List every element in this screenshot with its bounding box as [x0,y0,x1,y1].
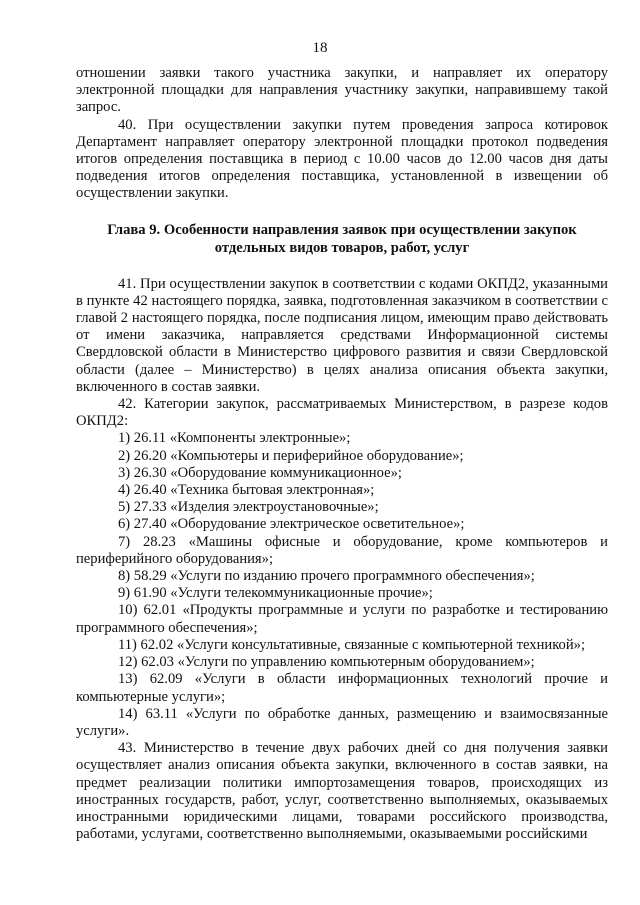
chapter-heading-line-2: отдельных видов товаров, работ, услуг [214,239,470,256]
paragraph-41: 41. При осуществлении закупок в соответствии с кодами ОКПД2, указанными в пункте 42 настоящего порядка, заявка, подготовленная заказчиком в соответствии с главой 2 настоящего порядка, после подписания лицом, имеющим право действовать от имени заказчика, направляется средствами Информационной системы Свердловской области в Министерство цифрового развития и связи Свердловской области (далее – Министерство) в целях анализа описания объекта закупки, включенного в состав заявки. [76,275,608,395]
paragraph-40: 40. При осуществлении закупки путем проведения запроса котировок Департамент направляет оператору электронной площадки протокол подведения итогов определения поставщика в период с 10.00 часов до 12.00 часов дня даты подведения итогов определения поставщика, установленной в извещении об осуществлении закупки. [76,116,608,202]
list-item: 11) 62.02 «Услуги консультативные, связанные с компьютерной техникой»; [118,636,586,653]
list-item: 9) 61.90 «Услуги телекоммуникационные прочие»; [118,585,433,602]
list-item: 8) 58.29 «Услуги по изданию прочего программного обеспечения»; [118,568,535,585]
list-item: 2) 26.20 «Компьютеры и периферийное оборудование»; [118,447,464,464]
chapter-heading [76,221,608,257]
list-item: 12) 62.03 «Услуги по управлению компьютерным оборудованием»; [118,654,535,671]
paragraph-42: 42. Категории закупок, рассматриваемых Министерством, в разрезе кодов ОКПД2: [76,396,608,430]
paragraph-43: 43. Министерство в течение двух рабочих дней со дня получения заявки осуществляет анализ описания объекта закупки, включенного в состав заявки, на предмет реализации политики импортозамещения товаров, происходящих из иностранных государств, работ, услуг, соответственно выполняемых, оказываемых иностранными юридическими лицами, товарами российского производства, работами, услугами, соответственно выполняемыми, оказываемыми российскими [76,740,608,843]
list-item: 1) 26.11 «Компоненты электронные»; [118,430,351,447]
page-number: 18 [312,40,328,56]
list-item: 10) 62.01 «Продукты программные и услуги по разработке и тестированию программного обеспечения»; [76,602,608,636]
document-body [76,65,608,843]
list-item: 7) 28.23 «Машины офисные и оборудование, кроме компьютеров и периферийного оборудования»; [76,533,608,567]
list-item: 3) 26.30 «Оборудование коммуникационное»; [118,464,402,481]
list-item: 6) 27.40 «Оборудование электрическое осветительное»; [118,516,465,533]
list-item: 14) 63.11 «Услуги по обработке данных, размещению и взаимосвязанные услуги». [76,705,608,739]
okpd-list [76,430,608,740]
continuation-paragraph: отношении заявки такого участника закупки, и направляет их оператору электронной площадки для направления участнику закупки, направившему такой запрос. [76,65,608,116]
list-item: 13) 62.09 «Услуги в области информационных технологий прочие и компьютерные услуги»; [76,671,608,705]
list-item: 5) 27.33 «Изделия электроустановочные»; [118,499,379,516]
chapter-heading-line-1: Глава 9. Особенности направления заявок при осуществлении закупок [107,221,577,238]
list-item: 4) 26.40 «Техника бытовая электронная»; [118,482,375,499]
